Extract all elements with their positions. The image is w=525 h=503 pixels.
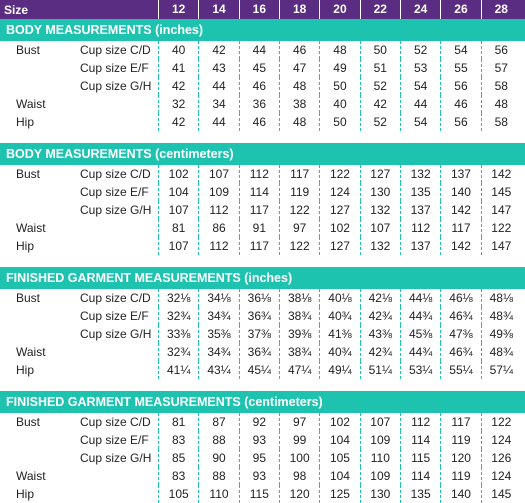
measurement-cell: 124 [481, 431, 521, 449]
row-values [158, 431, 521, 449]
measurement-cell: 97 [279, 219, 319, 237]
measurement-cell: 40 [158, 41, 198, 59]
row-values [158, 201, 521, 219]
measurement-row [0, 95, 525, 113]
measurement-cell: 110 [198, 485, 238, 503]
row-label: Hip [16, 487, 35, 501]
row-label: Hip [16, 239, 35, 253]
measurement-cell: 127 [360, 165, 400, 183]
measurement-cell: 56 [440, 113, 480, 131]
measurement-cell: 50 [319, 113, 359, 131]
measurement-cell: 54 [400, 113, 440, 131]
row-sublabel: Cup size C/D [80, 167, 151, 181]
row-sublabel: Cup size E/F [80, 61, 149, 75]
measurement-cell: 99 [279, 431, 319, 449]
measurement-cell: 104 [319, 467, 359, 485]
measurement-cell: 127 [319, 201, 359, 219]
measurement-row [0, 165, 525, 183]
row-values [158, 289, 521, 307]
measurement-cell: 47 [279, 59, 319, 77]
measurement-row [0, 219, 525, 237]
measurement-cell: 32 [158, 95, 198, 113]
measurement-cell: 41 [158, 59, 198, 77]
measurement-cell: 42¾ [360, 343, 400, 361]
size-header-cell: 12 [158, 0, 198, 19]
row-values [158, 325, 521, 343]
measurement-cell: 33⅜ [158, 325, 198, 343]
measurement-cell: 117 [440, 413, 480, 431]
measurement-cell: 38 [279, 95, 319, 113]
size-header-cell: 16 [239, 0, 279, 19]
measurement-cell: 102 [319, 413, 359, 431]
measurement-row [0, 113, 525, 131]
measurement-cell: 85 [158, 449, 198, 467]
row-sublabel: Cup size G/H [80, 451, 152, 465]
measurement-cell: 109 [360, 431, 400, 449]
row-sublabel: Cup size C/D [80, 291, 151, 305]
measurement-cell: 93 [239, 431, 279, 449]
measurement-cell: 145 [481, 485, 521, 503]
measurement-row [0, 77, 525, 95]
section-title: FINISHED GARMENT MEASUREMENTS (centimeters) [6, 395, 323, 409]
measurement-cell: 54 [400, 77, 440, 95]
measurement-row [0, 449, 525, 467]
row-values [158, 307, 521, 325]
row-values [158, 449, 521, 467]
measurement-cell: 44¾ [400, 307, 440, 325]
measurement-cell: 142 [440, 201, 480, 219]
size-header-values [158, 0, 521, 19]
measurement-row [0, 361, 525, 379]
row-label: Bust [16, 43, 41, 57]
measurement-cell: 42 [158, 113, 198, 131]
measurement-cell: 102 [158, 165, 198, 183]
measurement-cell: 102 [319, 219, 359, 237]
measurement-cell: 119 [440, 467, 480, 485]
measurement-cell: 117 [440, 219, 480, 237]
row-label: Bust [16, 291, 41, 305]
measurement-cell: 122 [481, 413, 521, 431]
measurement-row [0, 343, 525, 361]
measurement-cell: 127 [319, 237, 359, 255]
measurement-cell: 40¾ [319, 343, 359, 361]
measurement-cell: 40¾ [319, 307, 359, 325]
measurement-cell: 140 [440, 485, 480, 503]
measurement-cell: 137 [440, 165, 480, 183]
measurement-cell: 132 [400, 165, 440, 183]
size-header-cell: 18 [279, 0, 319, 19]
row-values [158, 413, 521, 431]
size-header-cell: 28 [481, 0, 521, 19]
measurement-cell: 112 [198, 201, 238, 219]
measurement-cell: 142 [440, 237, 480, 255]
measurement-cell: 39⅜ [279, 325, 319, 343]
measurement-cell: 54 [440, 41, 480, 59]
measurement-cell: 44¾ [400, 343, 440, 361]
measurement-cell: 44 [198, 113, 238, 131]
measurement-cell: 135 [400, 485, 440, 503]
measurement-cell: 97 [279, 413, 319, 431]
measurement-cell: 115 [400, 449, 440, 467]
measurement-cell: 49¼ [319, 361, 359, 379]
measurement-row [0, 413, 525, 431]
measurement-cell: 140 [440, 183, 480, 201]
measurement-cell: 105 [319, 449, 359, 467]
measurement-row [0, 289, 525, 307]
row-values [158, 41, 521, 59]
measurement-cell: 83 [158, 431, 198, 449]
measurement-cell: 117 [279, 165, 319, 183]
row-sublabel: Cup size E/F [80, 185, 149, 199]
measurement-cell: 105 [158, 485, 198, 503]
measurement-cell: 42 [198, 41, 238, 59]
measurement-cell: 120 [279, 485, 319, 503]
section-title: BODY MEASUREMENTS (inches) [6, 23, 204, 37]
size-header-row [0, 0, 525, 19]
row-label: Hip [16, 115, 35, 129]
measurement-cell: 95 [239, 449, 279, 467]
measurement-cell: 124 [481, 467, 521, 485]
row-sublabel: Cup size G/H [80, 203, 152, 217]
measurement-cell: 119 [440, 431, 480, 449]
measurement-cell: 122 [481, 219, 521, 237]
measurement-cell: 122 [319, 165, 359, 183]
measurement-cell: 53 [400, 59, 440, 77]
row-values [158, 467, 521, 485]
measurement-cell: 43¼ [198, 361, 238, 379]
measurement-cell: 46¾ [440, 343, 480, 361]
row-values [158, 485, 521, 503]
measurement-cell: 48 [279, 113, 319, 131]
measurement-cell: 32⅛ [158, 289, 198, 307]
measurement-cell: 48 [481, 95, 521, 113]
measurement-cell: 48 [279, 77, 319, 95]
measurement-cell: 48¾ [481, 307, 521, 325]
row-sublabel: Cup size E/F [80, 433, 149, 447]
measurement-sections [0, 19, 525, 503]
measurement-cell: 135 [400, 183, 440, 201]
measurement-cell: 124 [319, 183, 359, 201]
row-sublabel: Cup size G/H [80, 79, 152, 93]
measurement-cell: 46 [239, 113, 279, 131]
measurement-cell: 49 [319, 59, 359, 77]
measurement-cell: 32¾ [158, 343, 198, 361]
size-header-cell: 22 [360, 0, 400, 19]
row-label: Waist [16, 345, 46, 359]
measurement-cell: 145 [481, 183, 521, 201]
measurement-row [0, 59, 525, 77]
measurement-cell: 125 [319, 485, 359, 503]
measurement-cell: 110 [360, 449, 400, 467]
measurement-cell: 57¼ [481, 361, 521, 379]
measurement-cell: 44⅛ [400, 289, 440, 307]
measurement-cell: 48¾ [481, 343, 521, 361]
measurement-cell: 104 [319, 431, 359, 449]
measurement-cell: 42⅛ [360, 289, 400, 307]
measurement-cell: 147 [481, 237, 521, 255]
measurement-cell: 90 [198, 449, 238, 467]
measurement-cell: 57 [481, 59, 521, 77]
measurement-cell: 137 [400, 237, 440, 255]
measurement-cell: 36⅛ [239, 289, 279, 307]
measurement-cell: 112 [400, 413, 440, 431]
measurement-cell: 32¾ [158, 307, 198, 325]
row-sublabel: Cup size C/D [80, 415, 151, 429]
measurement-cell: 56 [440, 77, 480, 95]
measurement-cell: 130 [360, 183, 400, 201]
measurement-cell: 104 [158, 183, 198, 201]
measurement-cell: 81 [158, 219, 198, 237]
measurement-cell: 137 [400, 201, 440, 219]
measurement-row [0, 485, 525, 503]
measurement-cell: 46¾ [440, 307, 480, 325]
measurement-cell: 115 [239, 485, 279, 503]
section-title: BODY MEASUREMENTS (centimeters) [6, 147, 234, 161]
row-values [158, 343, 521, 361]
measurement-cell: 107 [360, 219, 400, 237]
measurement-cell: 114 [239, 183, 279, 201]
row-sublabel: Cup size E/F [80, 309, 149, 323]
measurement-row [0, 431, 525, 449]
row-label: Waist [16, 97, 46, 111]
measurement-cell: 51¼ [360, 361, 400, 379]
measurement-cell: 55¼ [440, 361, 480, 379]
measurement-cell: 92 [239, 413, 279, 431]
measurement-cell: 38⅛ [279, 289, 319, 307]
measurement-cell: 46⅛ [440, 289, 480, 307]
measurement-cell: 107 [360, 413, 400, 431]
measurement-cell: 100 [279, 449, 319, 467]
measurement-cell: 45⅜ [400, 325, 440, 343]
measurement-cell: 45¼ [239, 361, 279, 379]
measurement-cell: 86 [198, 219, 238, 237]
section-title-bar [0, 267, 525, 289]
measurement-cell: 98 [279, 467, 319, 485]
measurement-cell: 34¾ [198, 307, 238, 325]
measurement-cell: 46 [239, 77, 279, 95]
row-values [158, 113, 521, 131]
measurement-cell: 46 [279, 41, 319, 59]
measurement-cell: 142 [481, 165, 521, 183]
section-gap [0, 379, 525, 391]
row-label: Bust [16, 167, 41, 181]
measurement-cell: 58 [481, 77, 521, 95]
measurement-cell: 51 [360, 59, 400, 77]
row-values [158, 183, 521, 201]
measurement-row [0, 183, 525, 201]
measurement-cell: 122 [279, 201, 319, 219]
section-gap [0, 131, 525, 143]
measurement-cell: 34¾ [198, 343, 238, 361]
measurement-cell: 36¾ [239, 343, 279, 361]
row-label: Waist [16, 469, 46, 483]
size-header-cell: 14 [198, 0, 238, 19]
measurement-cell: 38¾ [279, 307, 319, 325]
measurement-cell: 119 [279, 183, 319, 201]
measurement-row [0, 201, 525, 219]
measurement-cell: 46 [440, 95, 480, 113]
measurement-cell: 107 [158, 201, 198, 219]
size-header-cell: 26 [440, 0, 480, 19]
measurement-cell: 88 [198, 431, 238, 449]
measurement-cell: 37⅜ [239, 325, 279, 343]
size-header-cell: 24 [400, 0, 440, 19]
row-label: Waist [16, 221, 46, 235]
measurement-cell: 83 [158, 467, 198, 485]
row-sublabel: Cup size G/H [80, 327, 152, 341]
measurement-cell: 91 [239, 219, 279, 237]
measurement-cell: 34 [198, 95, 238, 113]
measurement-cell: 120 [440, 449, 480, 467]
row-label: Bust [16, 415, 41, 429]
measurement-cell: 44 [400, 95, 440, 113]
measurement-cell: 42 [158, 77, 198, 95]
measurement-cell: 49⅜ [481, 325, 521, 343]
measurement-cell: 58 [481, 113, 521, 131]
section-title-bar [0, 143, 525, 165]
measurement-cell: 48 [319, 41, 359, 59]
measurement-cell: 132 [360, 237, 400, 255]
measurement-cell: 41¼ [158, 361, 198, 379]
section-gap [0, 255, 525, 267]
measurement-cell: 112 [198, 237, 238, 255]
measurement-cell: 87 [198, 413, 238, 431]
size-header-label: Size [4, 2, 29, 17]
measurement-cell: 50 [319, 77, 359, 95]
measurement-cell: 122 [279, 237, 319, 255]
measurement-cell: 130 [360, 485, 400, 503]
measurement-cell: 107 [198, 165, 238, 183]
measurement-cell: 93 [239, 467, 279, 485]
measurement-row [0, 467, 525, 485]
section-title-bar [0, 19, 525, 41]
measurement-cell: 114 [400, 431, 440, 449]
measurement-cell: 47¼ [279, 361, 319, 379]
row-values [158, 361, 521, 379]
measurement-cell: 117 [239, 201, 279, 219]
measurement-cell: 40 [319, 95, 359, 113]
measurement-cell: 44 [239, 41, 279, 59]
measurement-row [0, 237, 525, 255]
row-values [158, 237, 521, 255]
measurement-cell: 35⅜ [198, 325, 238, 343]
measurement-cell: 52 [400, 41, 440, 59]
measurement-cell: 53¼ [400, 361, 440, 379]
measurement-cell: 43⅜ [360, 325, 400, 343]
measurement-cell: 126 [481, 449, 521, 467]
measurement-cell: 114 [400, 467, 440, 485]
measurement-cell: 117 [239, 237, 279, 255]
measurement-cell: 50 [360, 41, 400, 59]
measurement-row [0, 41, 525, 59]
measurement-cell: 109 [360, 467, 400, 485]
section-title-bar [0, 391, 525, 413]
section-title: FINISHED GARMENT MEASUREMENTS (inches) [6, 271, 293, 285]
measurement-cell: 44 [198, 77, 238, 95]
measurement-cell: 132 [360, 201, 400, 219]
measurement-cell: 48⅛ [481, 289, 521, 307]
row-label: Hip [16, 363, 35, 377]
measurement-cell: 52 [360, 77, 400, 95]
measurement-cell: 112 [400, 219, 440, 237]
measurement-cell: 109 [198, 183, 238, 201]
measurement-cell: 147 [481, 201, 521, 219]
measurement-cell: 43 [198, 59, 238, 77]
measurement-cell: 52 [360, 113, 400, 131]
row-values [158, 95, 521, 113]
measurement-cell: 112 [239, 165, 279, 183]
measurement-cell: 36¾ [239, 307, 279, 325]
row-values [158, 165, 521, 183]
measurement-cell: 42 [360, 95, 400, 113]
row-values [158, 219, 521, 237]
measurement-cell: 42¾ [360, 307, 400, 325]
measurement-cell: 38¾ [279, 343, 319, 361]
measurement-cell: 55 [440, 59, 480, 77]
measurement-cell: 88 [198, 467, 238, 485]
measurement-cell: 45 [239, 59, 279, 77]
measurement-cell: 47⅜ [440, 325, 480, 343]
measurement-row [0, 307, 525, 325]
measurement-cell: 81 [158, 413, 198, 431]
measurement-cell: 56 [481, 41, 521, 59]
measurement-cell: 107 [158, 237, 198, 255]
measurement-cell: 40⅛ [319, 289, 359, 307]
measurement-cell: 41⅜ [319, 325, 359, 343]
row-sublabel: Cup size C/D [80, 43, 151, 57]
measurement-row [0, 325, 525, 343]
measurement-cell: 34⅛ [198, 289, 238, 307]
measurement-cell: 36 [239, 95, 279, 113]
row-values [158, 59, 521, 77]
row-values [158, 77, 521, 95]
size-header-cell: 20 [319, 0, 359, 19]
